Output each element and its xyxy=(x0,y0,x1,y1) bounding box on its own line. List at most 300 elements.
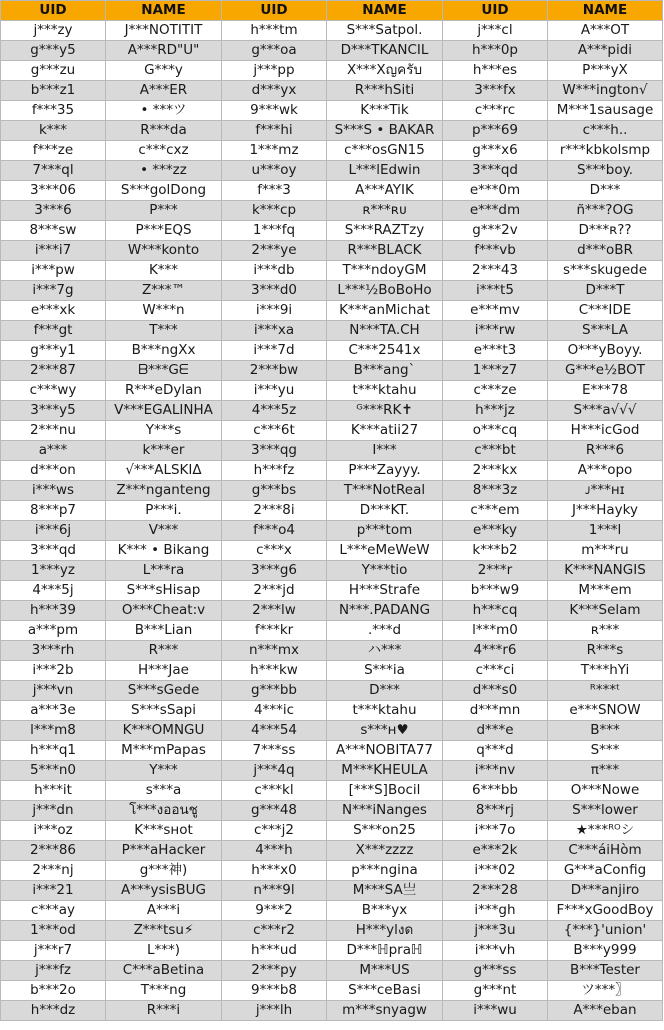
table-body xyxy=(1,21,663,1021)
name-cell: N***.PADANG xyxy=(327,601,443,621)
table-row xyxy=(1,761,663,781)
uid-cell: f***35 xyxy=(1,101,106,121)
uid-cell: 2***nj xyxy=(1,861,106,881)
uid-cell: h***tm xyxy=(222,21,327,41)
uid-cell: f***3 xyxy=(222,181,327,201)
uid-cell: 2***86 xyxy=(1,841,106,861)
uid-cell: 8***p7 xyxy=(1,501,106,521)
name-cell: R***da xyxy=(106,121,222,141)
name-cell: L***eMeWeW xyxy=(327,541,443,561)
uid-cell: 1***z7 xyxy=(443,361,548,381)
uid-cell: u***oy xyxy=(222,161,327,181)
table-row xyxy=(1,41,663,61)
name-cell: S***sSapi xyxy=(106,701,222,721)
name-cell: C***áiHòm xyxy=(548,841,663,861)
name-cell: O***Nowe xyxy=(548,781,663,801)
name-cell: s***a xyxy=(106,781,222,801)
name-cell: C***IDE xyxy=(548,301,663,321)
name-cell: K***atii27 xyxy=(327,421,443,441)
uid-cell: j***fz xyxy=(1,961,106,981)
uid-cell: i***7d xyxy=(222,341,327,361)
uid-cell: 6***bb xyxy=(443,781,548,801)
name-cell: .***d xyxy=(327,621,443,641)
uid-cell: e***0m xyxy=(443,181,548,201)
name-cell: A***opo xyxy=(548,461,663,481)
name-cell: S***a√√√ xyxy=(548,401,663,421)
uid-cell: c***6t xyxy=(222,421,327,441)
name-cell: P***i. xyxy=(106,501,222,521)
uid-cell: c***x xyxy=(222,541,327,561)
uid-cell: a*** xyxy=(1,441,106,461)
uid-cell: 4***5z xyxy=(222,401,327,421)
name-cell: S***boy. xyxy=(548,161,663,181)
uid-cell: 3***qd xyxy=(443,161,548,181)
header-name-1: NAME xyxy=(106,1,222,21)
uid-cell: i***ws xyxy=(1,481,106,501)
uid-cell: 1***fq xyxy=(222,221,327,241)
name-cell: p***ngina xyxy=(327,861,443,881)
name-cell: O***yBoyy. xyxy=(548,341,663,361)
name-cell: s***skugede xyxy=(548,261,663,281)
uid-cell: j***lh xyxy=(222,1001,327,1021)
header-row xyxy=(1,1,663,21)
uid-cell: 2***28 xyxy=(443,881,548,901)
uid-cell: h***it xyxy=(1,781,106,801)
uid-cell: i***i7 xyxy=(1,241,106,261)
uid-cell: 1***od xyxy=(1,921,106,941)
uid-cell: g***oa xyxy=(222,41,327,61)
name-cell: D***ℍpraℍ xyxy=(327,941,443,961)
name-cell: C***aBetina xyxy=(106,961,222,981)
uid-cell: j***vn xyxy=(1,681,106,701)
table-row xyxy=(1,161,663,181)
name-cell: B*** xyxy=(548,721,663,741)
name-cell: M***em xyxy=(548,581,663,601)
header-uid-2: UID xyxy=(222,1,327,21)
uid-cell: i***xa xyxy=(222,321,327,341)
uid-cell: g***bb xyxy=(222,681,327,701)
name-cell: ᴿ***ᵗ xyxy=(548,681,663,701)
name-cell: D*** xyxy=(327,681,443,701)
uid-cell: i***vh xyxy=(443,941,548,961)
table-row xyxy=(1,841,663,861)
uid-cell: e***mv xyxy=(443,301,548,321)
uid-cell: g***zu xyxy=(1,61,106,81)
name-cell: L***½BoBoHo xyxy=(327,281,443,301)
uid-cell: j***pp xyxy=(222,61,327,81)
uid-cell: 2***43 xyxy=(443,261,548,281)
table-row xyxy=(1,901,663,921)
name-cell: L***) xyxy=(106,941,222,961)
name-cell: R*** xyxy=(106,641,222,661)
name-cell: H***ylงด xyxy=(327,921,443,941)
table-row xyxy=(1,81,663,101)
name-cell: ツ***〗 xyxy=(548,981,663,1001)
table-row xyxy=(1,681,663,701)
uid-cell: e***xk xyxy=(1,301,106,321)
name-cell: P***Zayyy. xyxy=(327,461,443,481)
name-cell: S***ceBasi xyxy=(327,981,443,1001)
name-cell: ᴳ***RK✝ xyxy=(327,401,443,421)
uid-cell: d***mn xyxy=(443,701,548,721)
name-cell: A***AYIK xyxy=(327,181,443,201)
uid-cell: g***bs xyxy=(222,481,327,501)
uid-cell: h***x0 xyxy=(222,861,327,881)
name-cell: k***er xyxy=(106,441,222,461)
name-cell: P*** xyxy=(106,201,222,221)
uid-cell: 3***d0 xyxy=(222,281,327,301)
name-cell: R***BLACK xyxy=(327,241,443,261)
uid-cell: o***cq xyxy=(443,421,548,441)
uid-cell: 1***yz xyxy=(1,561,106,581)
name-cell: S*** xyxy=(548,741,663,761)
name-cell: K***NANGIS xyxy=(548,561,663,581)
uid-cell: i***yu xyxy=(222,381,327,401)
name-cell: S***sGede xyxy=(106,681,222,701)
name-cell: J***NOTITIT xyxy=(106,21,222,41)
uid-cell: 8***rj xyxy=(443,801,548,821)
header-name-3: NAME xyxy=(548,1,663,21)
uid-cell: l***m8 xyxy=(1,721,106,741)
uid-cell: 7***ss xyxy=(222,741,327,761)
name-cell: M***US xyxy=(327,961,443,981)
uid-cell: i***nv xyxy=(443,761,548,781)
name-cell: N***TA.CH xyxy=(327,321,443,341)
uid-cell: f***hi xyxy=(222,121,327,141)
uid-cell: g***2v xyxy=(443,221,548,241)
table-row xyxy=(1,741,663,761)
uid-cell: i***2b xyxy=(1,661,106,681)
name-cell: R***eDylan xyxy=(106,381,222,401)
uid-cell: 3***qg xyxy=(222,441,327,461)
name-cell: H***icGod xyxy=(548,421,663,441)
uid-cell: 3***y5 xyxy=(1,401,106,421)
uid-cell: d***s0 xyxy=(443,681,548,701)
uid-cell: j***3u xyxy=(443,921,548,941)
uid-cell: 2***nu xyxy=(1,421,106,441)
table-row xyxy=(1,821,663,841)
name-cell: B***Tester xyxy=(548,961,663,981)
table-row xyxy=(1,321,663,341)
uid-cell: e***2k xyxy=(443,841,548,861)
uid-cell: i***t5 xyxy=(443,281,548,301)
name-cell: R***i xyxy=(106,1001,222,1021)
name-cell: m***snyagw xyxy=(327,1001,443,1021)
uid-cell: 1***mz xyxy=(222,141,327,161)
name-cell: S***Satpol. xyxy=(327,21,443,41)
name-cell: M***1sausage xyxy=(548,101,663,121)
table-row xyxy=(1,241,663,261)
uid-cell: j***zy xyxy=(1,21,106,41)
table-row xyxy=(1,221,663,241)
uid-cell: 2***87 xyxy=(1,361,106,381)
name-cell: t***ktahu xyxy=(327,701,443,721)
table-row xyxy=(1,481,663,501)
name-cell: G***aConfig xyxy=(548,861,663,881)
table-row xyxy=(1,981,663,1001)
uid-cell: h***dz xyxy=(1,1001,106,1021)
name-cell: c***h.. xyxy=(548,121,663,141)
name-cell: R***hSiti xyxy=(327,81,443,101)
table-row xyxy=(1,381,663,401)
name-cell: V***EGALINHA xyxy=(106,401,222,421)
uid-cell: g***y5 xyxy=(1,41,106,61)
uid-cell: j***r7 xyxy=(1,941,106,961)
name-cell: C***2541x xyxy=(327,341,443,361)
table-row xyxy=(1,641,663,661)
name-cell: ハ*** xyxy=(327,641,443,661)
uid-cell: c***ci xyxy=(443,661,548,681)
name-cell: B***yx xyxy=(327,901,443,921)
uid-cell: g***48 xyxy=(222,801,327,821)
name-cell: [***S]Bocil xyxy=(327,781,443,801)
uid-cell: i***oz xyxy=(1,821,106,841)
name-cell: K***Selam xyxy=(548,601,663,621)
uid-cell: k*** xyxy=(1,121,106,141)
name-cell: g***神) xyxy=(106,861,222,881)
uid-cell: p***69 xyxy=(443,121,548,141)
table-row xyxy=(1,361,663,381)
uid-cell: 2***bw xyxy=(222,361,327,381)
name-cell: p***tom xyxy=(327,521,443,541)
name-cell: G***e½BOT xyxy=(548,361,663,381)
name-cell: K***Tik xyxy=(327,101,443,121)
name-cell: H***Strafe xyxy=(327,581,443,601)
name-cell: Y***tio xyxy=(327,561,443,581)
uid-cell: f***vb xyxy=(443,241,548,261)
name-cell: W***ington√ xyxy=(548,81,663,101)
uid-cell: c***j2 xyxy=(222,821,327,841)
uid-cell: i***7g xyxy=(1,281,106,301)
name-cell: A***eban xyxy=(548,1001,663,1021)
table-row xyxy=(1,341,663,361)
uid-cell: 3***6 xyxy=(1,201,106,221)
table-row xyxy=(1,801,663,821)
name-cell: N***iNanges xyxy=(327,801,443,821)
name-cell: Z***tsu⚡ xyxy=(106,921,222,941)
name-cell: R***6 xyxy=(548,441,663,461)
name-cell: D***ʀ?? xyxy=(548,221,663,241)
uid-cell: b***z1 xyxy=(1,81,106,101)
name-cell: A***NOBITA77 xyxy=(327,741,443,761)
uid-cell: 2***jd xyxy=(222,581,327,601)
uid-cell: h***39 xyxy=(1,601,106,621)
uid-cell: 4***54 xyxy=(222,721,327,741)
uid-cell: j***4q xyxy=(222,761,327,781)
uid-cell: c***kl xyxy=(222,781,327,801)
uid-cell: 3***g6 xyxy=(222,561,327,581)
name-cell: R***s xyxy=(548,641,663,661)
table-row xyxy=(1,861,663,881)
table-row xyxy=(1,921,663,941)
table-row xyxy=(1,21,663,41)
name-cell: A***ysisBUG xyxy=(106,881,222,901)
name-cell: Y***s xyxy=(106,421,222,441)
table-row xyxy=(1,281,663,301)
uid-cell: h***0p xyxy=(443,41,548,61)
header-uid-3: UID xyxy=(443,1,548,21)
name-cell: S***lower xyxy=(548,801,663,821)
name-cell: A***ER xyxy=(106,81,222,101)
name-cell: โ***งออนชู xyxy=(106,801,222,821)
name-cell: P***aHacker xyxy=(106,841,222,861)
name-cell: X***zzzz xyxy=(327,841,443,861)
name-cell: V*** xyxy=(106,521,222,541)
table-row xyxy=(1,1001,663,1021)
table-row xyxy=(1,601,663,621)
name-cell: I*** xyxy=(327,441,443,461)
uid-cell: e***t3 xyxy=(443,341,548,361)
name-cell: K***sʜot xyxy=(106,821,222,841)
name-cell: T***hYi xyxy=(548,661,663,681)
name-cell: 1***l xyxy=(548,521,663,541)
table-row xyxy=(1,261,663,281)
name-cell: s***ʜ♥ xyxy=(327,721,443,741)
name-cell: t***ktahu xyxy=(327,381,443,401)
name-cell: M***KHEULA xyxy=(327,761,443,781)
uid-cell: g***x6 xyxy=(443,141,548,161)
table-row xyxy=(1,561,663,581)
uid-cell: 3***fx xyxy=(443,81,548,101)
name-cell: B***ang` xyxy=(327,361,443,381)
uid-cell: i***wu xyxy=(443,1001,548,1021)
name-cell: K*** • Bikang xyxy=(106,541,222,561)
uid-cell: 2***r xyxy=(443,561,548,581)
uid-cell: 8***sw xyxy=(1,221,106,241)
name-cell: P***yX xyxy=(548,61,663,81)
uid-cell: 2***lw xyxy=(222,601,327,621)
table-row xyxy=(1,141,663,161)
uid-cell: d***e xyxy=(443,721,548,741)
name-cell: D***T xyxy=(548,281,663,301)
name-cell: ★***ᴿᴼシ xyxy=(548,821,663,841)
name-cell: ʀ***ʀᴜ xyxy=(327,201,443,221)
name-cell: D***anjiro xyxy=(548,881,663,901)
name-cell: E***78 xyxy=(548,381,663,401)
uid-cell: n***9l xyxy=(222,881,327,901)
name-cell: T***ng xyxy=(106,981,222,1001)
uid-cell: i***gh xyxy=(443,901,548,921)
uid-cell: k***cp xyxy=(222,201,327,221)
name-cell: S***golDong xyxy=(106,181,222,201)
name-cell: c***osGN15 xyxy=(327,141,443,161)
uid-cell: h***q1 xyxy=(1,741,106,761)
name-cell: r***kbkolsmp xyxy=(548,141,663,161)
name-cell: Z***™ xyxy=(106,281,222,301)
uid-cell: c***r2 xyxy=(222,921,327,941)
uid-cell: i***rw xyxy=(443,321,548,341)
uid-cell: a***pm xyxy=(1,621,106,641)
name-cell: M***SA亗 xyxy=(327,881,443,901)
uid-cell: i***9i xyxy=(222,301,327,321)
name-cell: A***OT xyxy=(548,21,663,41)
name-cell: ᴊ***ʜɪ xyxy=(548,481,663,501)
uid-cell: d***on xyxy=(1,461,106,481)
uid-cell: i***pw xyxy=(1,261,106,281)
uid-cell: q***d xyxy=(443,741,548,761)
uid-cell: 3***06 xyxy=(1,181,106,201)
uid-cell: k***b2 xyxy=(443,541,548,561)
name-cell: S***on25 xyxy=(327,821,443,841)
table-row xyxy=(1,501,663,521)
name-cell: O***Cheat:v xyxy=(106,601,222,621)
table-row xyxy=(1,701,663,721)
table-row xyxy=(1,621,663,641)
name-cell: Z***nganteng xyxy=(106,481,222,501)
name-cell: • ***zz xyxy=(106,161,222,181)
name-cell: {***}'union' xyxy=(548,921,663,941)
uid-cell: 3***rh xyxy=(1,641,106,661)
uid-cell: c***em xyxy=(443,501,548,521)
uid-cell: c***wy xyxy=(1,381,106,401)
name-cell: J***Hayky xyxy=(548,501,663,521)
uid-cell: f***ze xyxy=(1,141,106,161)
uid-cell: h***ud xyxy=(222,941,327,961)
name-cell: ᗷ***Gᗴ xyxy=(106,361,222,381)
table-row xyxy=(1,461,663,481)
uid-cell: f***gt xyxy=(1,321,106,341)
name-cell: H***Jae xyxy=(106,661,222,681)
uid-cell: 9***b8 xyxy=(222,981,327,1001)
name-cell: B***ngXx xyxy=(106,341,222,361)
uid-cell: 2***py xyxy=(222,961,327,981)
table-row xyxy=(1,181,663,201)
uid-cell: 4***r6 xyxy=(443,641,548,661)
table-row xyxy=(1,101,663,121)
uid-cell: h***es xyxy=(443,61,548,81)
uid-cell: 2***kx xyxy=(443,461,548,481)
name-cell: T*** xyxy=(106,321,222,341)
uid-cell: b***2o xyxy=(1,981,106,1001)
uid-cell: h***fz xyxy=(222,461,327,481)
name-cell: S***sHisap xyxy=(106,581,222,601)
name-cell: W***n xyxy=(106,301,222,321)
uid-cell: i***02 xyxy=(443,861,548,881)
name-cell: W***konto xyxy=(106,241,222,261)
table-row xyxy=(1,581,663,601)
name-cell: P***EQS xyxy=(106,221,222,241)
uid-cell: c***rc xyxy=(443,101,548,121)
uid-cell: a***3e xyxy=(1,701,106,721)
name-cell: G***y xyxy=(106,61,222,81)
name-cell: B***Lian xyxy=(106,621,222,641)
table-row xyxy=(1,301,663,321)
uid-cell: 4***5j xyxy=(1,581,106,601)
uid-cell: h***cq xyxy=(443,601,548,621)
table-row xyxy=(1,881,663,901)
uid-cell: g***y1 xyxy=(1,341,106,361)
name-cell: √***ALSKIΔ xyxy=(106,461,222,481)
uid-cell: 4***ic xyxy=(222,701,327,721)
name-cell: K*** xyxy=(106,261,222,281)
name-cell: M***mPapas xyxy=(106,741,222,761)
name-cell: S***RAZTzy xyxy=(327,221,443,241)
uid-cell: 9***wk xyxy=(222,101,327,121)
uid-cell: e***dm xyxy=(443,201,548,221)
name-cell: L***ra xyxy=(106,561,222,581)
name-cell: S***S • BAKAR xyxy=(327,121,443,141)
name-cell: T***NotReal xyxy=(327,481,443,501)
name-cell: m***ru xyxy=(548,541,663,561)
name-cell: F***xGoodBoy xyxy=(548,901,663,921)
name-cell: ʀ*** xyxy=(548,621,663,641)
uid-cell: j***dn xyxy=(1,801,106,821)
name-cell: A***pidi xyxy=(548,41,663,61)
name-cell: L***lEdwin xyxy=(327,161,443,181)
table-row xyxy=(1,721,663,741)
uid-cell: f***o4 xyxy=(222,521,327,541)
uid-cell: l***m0 xyxy=(443,621,548,641)
